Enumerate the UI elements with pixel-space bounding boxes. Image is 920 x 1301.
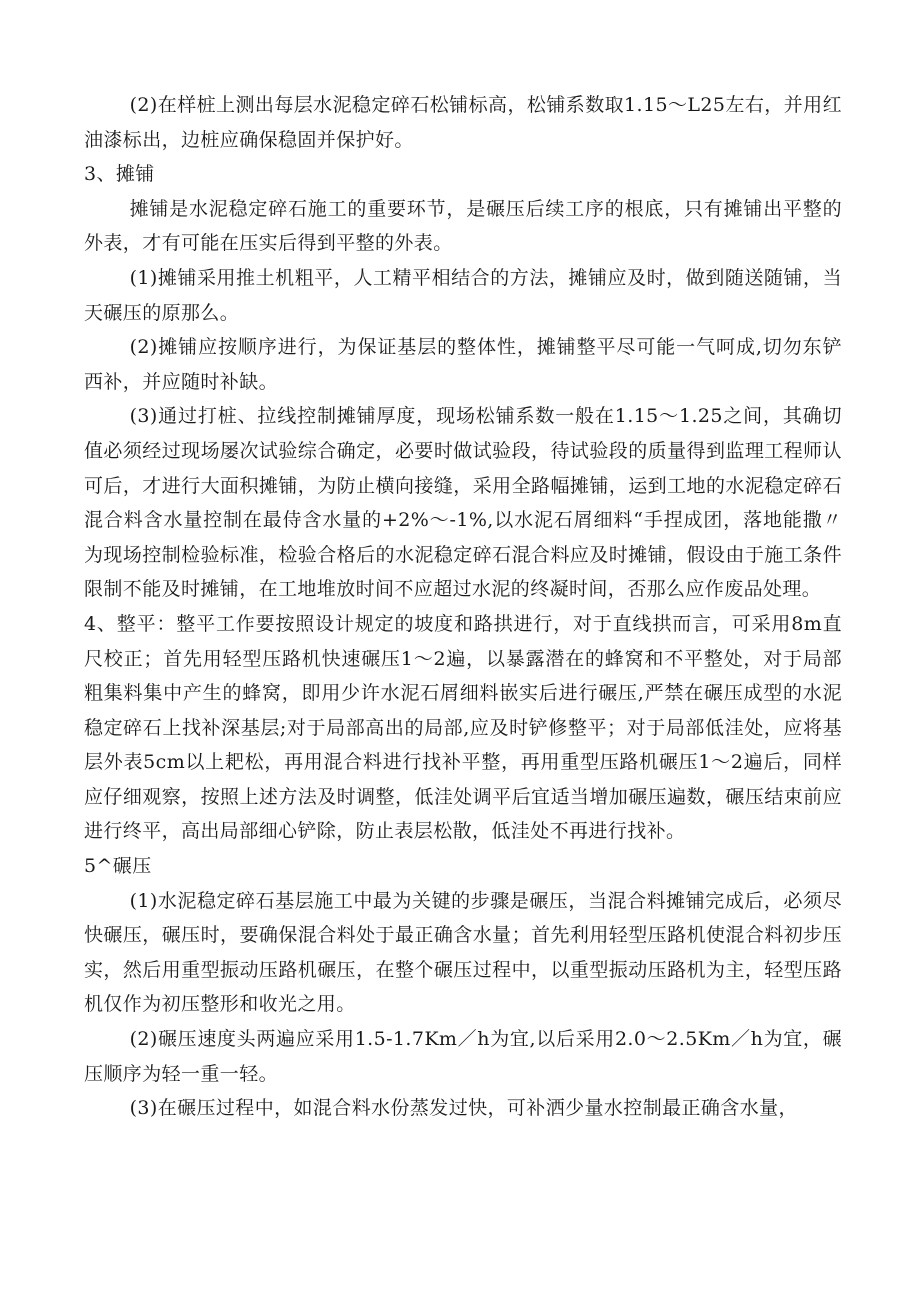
section-heading-paving: 3、摊铺 xyxy=(84,163,155,186)
section-heading-rolling: 5^碾压 xyxy=(84,855,152,878)
paragraph-leveling: 4、整平：整平工作要按照设计规定的坡度和路拱进行，对于直线拱而言，可采用8m直尺校正；首先用轻型压路机快速碾压1～2遍，以暴露潜在的蜂窝和不平整处，对于局部粗集料集中产生的蜂窝，即用少许水泥石屑细料嵌实后进行碾压,严禁在碾压成型的水泥稳定碎石上找补深基层;对于局部高出的局部,应及时铲修整平；对于局部低洼处，应将基层外表5cm以上耙松，再用混合料进行找补平整，再用重型压路机碾压1～2遍后，同样应仔细观察，按照上述方法及时调整，低洼处调平后宜适当增加碾压遍数，碾压结束前应进行终平，高出局部细心铲除，防止表层松散，低洼处不再进行找补。 xyxy=(84,612,842,843)
document-body xyxy=(84,88,842,1126)
paragraph-stake-elevation: (2)在样桩上测出每层水泥稳定碎石松铺标高，松铺系数取1.15～L25左右，并用红油漆标出，边桩应确保稳固并保护好。 xyxy=(84,94,842,151)
paragraph-paving-method: (1)摊铺采用推土机粗平，人工精平相结合的方法，摊铺应及时，做到随送随铺，当天碾压的原那么。 xyxy=(84,266,842,324)
paragraph-paving-thickness: (3)通过打桩、拉线控制摊铺厚度，现场松铺系数一般在1.15～1.25之间，其确切值必须经过现场屡次试验综合确定，必要时做试验段，待试验段的质量得到监理工程师认可后，才进行大面积摊铺，为防止横向接缝，采用全路幅摊铺，运到工地的水泥稳定碎石混合料含水量控制在最侍含水量的+2%～-1%,以水泥石屑细料“手捏成团，落地能撒〃为现场控制检验标准，检验合格后的水泥稳定碎石混合料应及时摊铺，假设由于施工条件限制不能及时摊铺，在工地堆放时间不应超过水泥的终凝时间，否那么应作废品处理。 xyxy=(84,405,842,601)
paragraph-paving-intro: 摊铺是水泥稳定碎石施工的重要环节，是碾压后续工序的根底，只有摊铺出平整的外表，才有可能在压实后得到平整的外表。 xyxy=(84,197,842,255)
paragraph-rolling-key-step: (1)水泥稳定碎石基层施工中最为关键的步骤是碾压，当混合料摊铺完成后，必须尽快碾压，碾压时，要确保混合料处于最正确含水量；首先利用轻型压路机使混合料初步压实，然后用重型振动压路机碾压，在整个碾压过程中，以重型振动压路机为主，轻型压路机仅作为初压整形和收光之用。 xyxy=(84,889,842,1016)
paragraph-paving-order: (2)摊铺应按顺序进行，为保证基层的整体性，摊铺整平尽可能一气呵成,切勿东铲西补，并应随时补缺。 xyxy=(84,336,842,393)
paragraph-rolling-moisture: (3)在碾压过程中，如混合料水份蒸发过快，可补洒少量水控制最正确含水量， xyxy=(129,1097,798,1120)
paragraph-rolling-speed: (2)碾压速度头两遍应采用1.5-1.7Km／h为宜,以后采用2.0～2.5Km／h为宜，碾压顺序为轻一重一轻。 xyxy=(84,1028,842,1085)
